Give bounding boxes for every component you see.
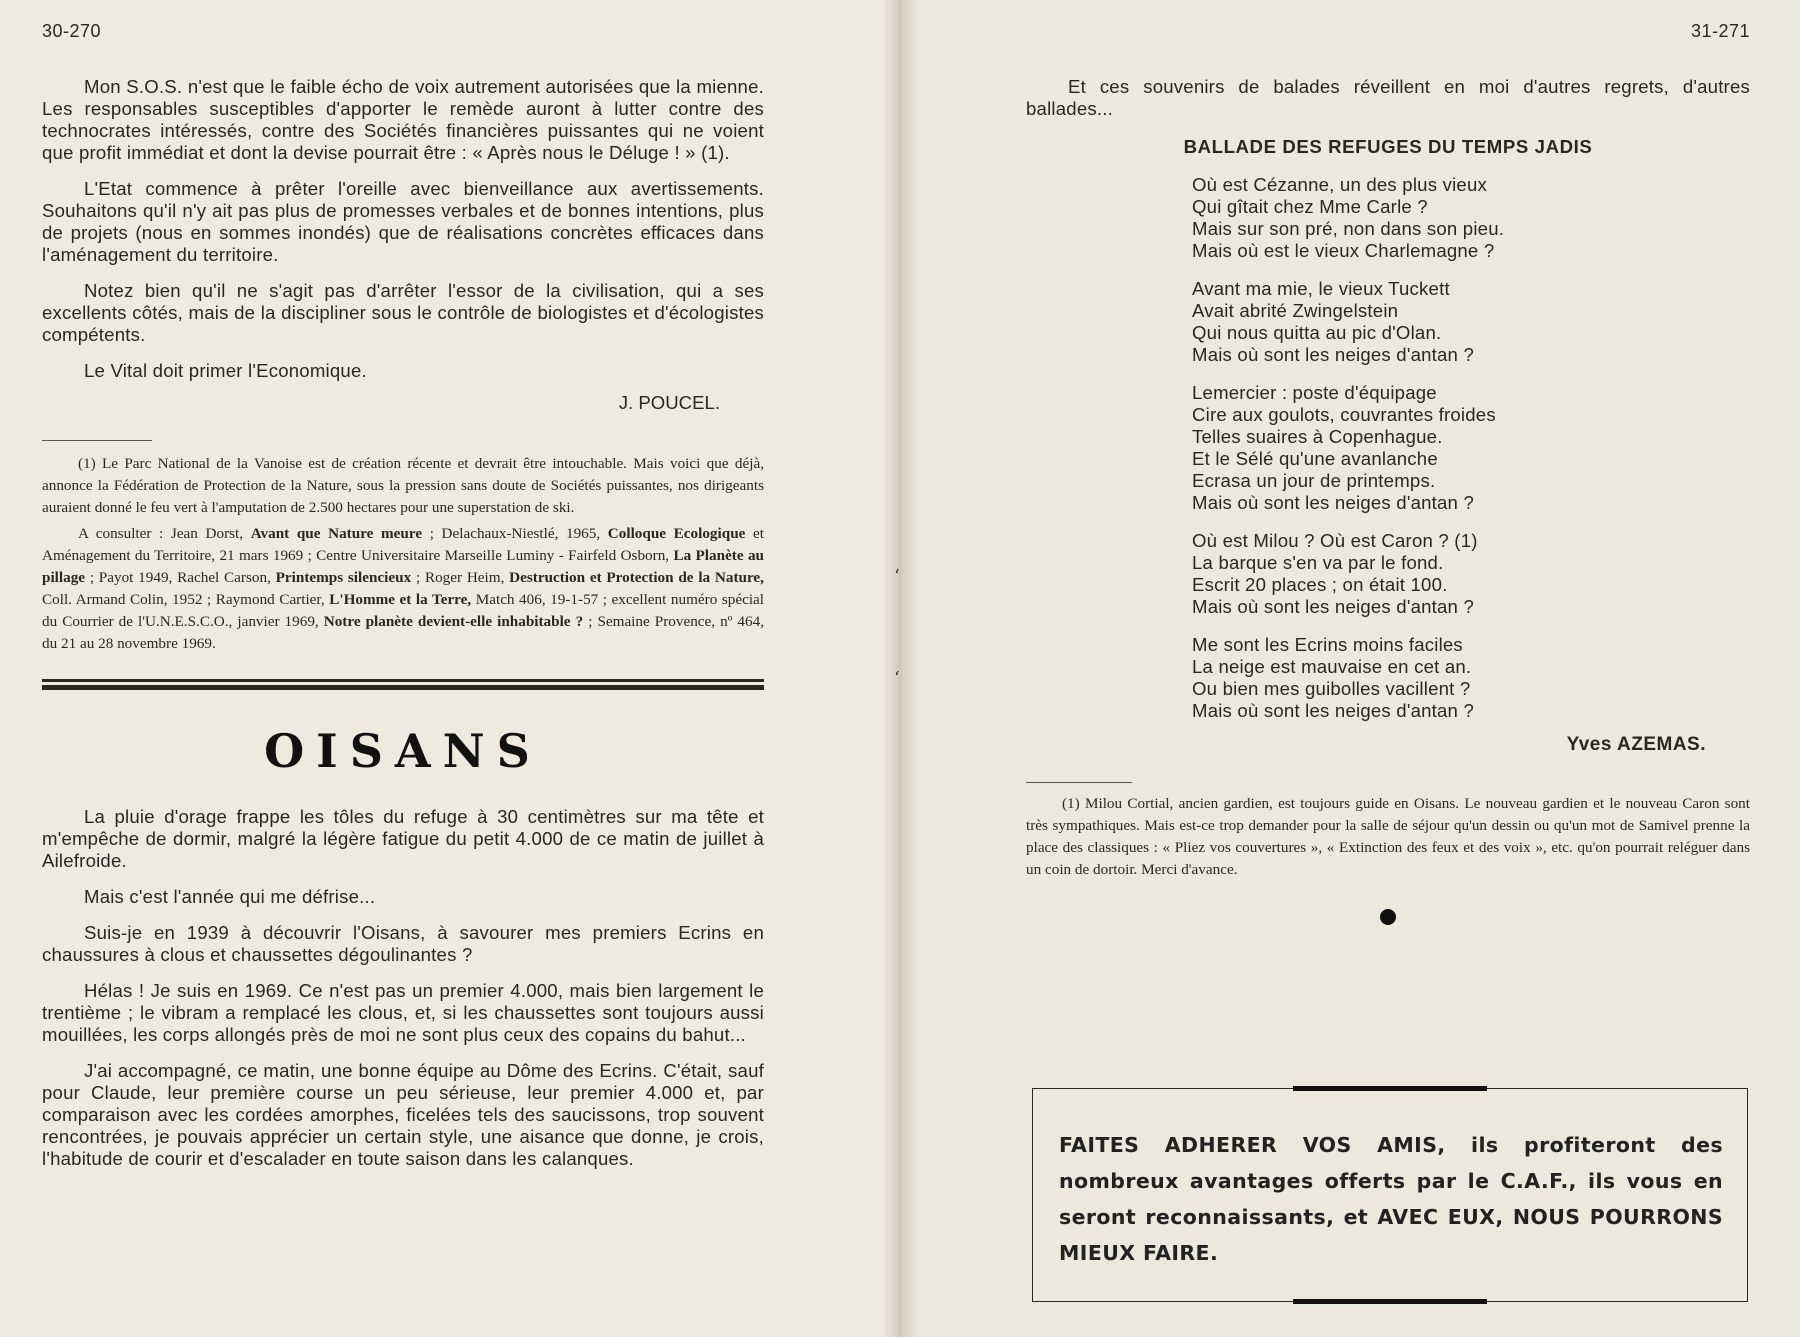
- promo-text: FAITES ADHERER VOS AMIS, ils profiteront des nombreux avantages offerts par le C.A.F., ils vous en seront reconnaissants, et AVEC EUX, NOUS POURRONS MIEUX FAIRE.: [1059, 1133, 1723, 1265]
- poem-stanza: Lemercier : poste d'équipage Cire aux goulots, couvrantes froides Telles suaires à Copenhague. Et le Sélé qu'une avanlanche Ecrasa un jour de printemps. Mais où sont les neiges d'antan ?: [1192, 382, 1496, 513]
- section-title: OISANS: [264, 724, 542, 778]
- poem-signature: Yves AZEMAS.: [1566, 734, 1706, 755]
- paragraph: Mon S.O.S. n'est que le faible écho de voix autrement autorisées que la mienne. Les responsables susceptibles d'apporter le remède auront à lutter contre des technocrates intéressés, contre des Sociétés financières puissantes qui ne voient que profit immédiat et dont la devise pourrait être : « Après nous le Déluge ! » (1).: [42, 76, 764, 163]
- binding-mark-icon: ʻ: [894, 668, 900, 689]
- footnote-separator: [1026, 782, 1132, 783]
- paragraph: Mais c'est l'année qui me défrise...: [84, 886, 376, 907]
- promo-top-bar: [1293, 1086, 1487, 1091]
- intro-paragraph: Et ces souvenirs de balades réveillent en moi d'autres regrets, d'autres ballades...: [1026, 76, 1750, 119]
- paragraph: Notez bien qu'il ne s'agit pas d'arrêter l'essor de la civilisation, qui a ses excellents côtés, mais de la discipliner sous le contrôle de biologistes et d'écologistes compétents.: [42, 280, 764, 345]
- paragraph: J'ai accompagné, ce matin, une bonne équipe au Dôme des Ecrins. C'était, sauf pour Claude, leur première course un peu sérieuse, leur premier 4.000 et, par comparaison avec les cordées amorphes, ficelées tels des saucissons, trop souvent rencontrées, je pouvais apprécier un certain style, une aisance que donne, je crois, l'habitude de courir et d'escalader en toute saison dans les calanques.: [42, 1060, 764, 1169]
- right-column: [1026, 76, 1750, 925]
- left-column: [42, 76, 764, 1184]
- promo-box: [1032, 1088, 1748, 1302]
- poem-stanza: Où est Milou ? Où est Caron ? (1) La barque s'en va par le fond. Escrit 20 places ; on était 100. Mais où sont les neiges d'antan ?: [1192, 530, 1478, 617]
- poem-stanza: Me sont les Ecrins moins faciles La neige est mauvaise en cet an. Ou bien mes guibolles vacillent ? Mais où sont les neiges d'antan ?: [1192, 634, 1475, 721]
- binding-mark-icon: ʻ: [894, 566, 900, 587]
- poem-stanza: Où est Cézanne, un des plus vieux Qui gîtait chez Mme Carle ? Mais sur son pré, non dans son pieu. Mais où est le vieux Charlemagne ?: [1192, 174, 1505, 261]
- paragraph: La pluie d'orage frappe les tôles du refuge à 30 centimètres sur ma tête et m'empêche de dormir, malgré la légère fatigue du petit 4.000 de ce matin de juillet à Ailefroide.: [42, 806, 764, 871]
- poem-stanza: Avant ma mie, le vieux Tuckett Avait abrité Zwingelstein Qui nous quitta au pic d'Olan. Mais où sont les neiges d'antan ?: [1192, 278, 1475, 365]
- right-page-number: 31-271: [1690, 21, 1750, 41]
- left-page-number: 30-270: [42, 21, 102, 41]
- references-note: A consulter : Jean Dorst, Avant que Nature meure ; Delachaux-Niestlé, 1965, Colloque Ecologique et Aménagement du Territoire, 21 mars 1969 ; Centre Universitaire Marseille Luminy - Fairfeld Osborn, La Planète au pillage ; Payot 1949, Rachel Carson, Printemps silencieux ; Roger Heim, Destruction et Protection de la Nature, Coll. Armand Colin, 1952 ; Raymond Cartier, L'Homme et la Terre, Match 406, 19-1-57 ; excellent numéro spécial du Courrier de l'U.N.E.S.C.O., janvier 1969, Notre planète devient-elle inhabitable ? ; Semaine Provence, nº 464, du 21 au 28 novembre 1969.: [42, 525, 764, 652]
- author-signature: J. POUCEL.: [618, 392, 720, 413]
- paragraph: Suis-je en 1939 à découvrir l'Oisans, à savourer mes premiers Ecrins en chaussures à clous et chaussettes dégoulinantes ?: [42, 922, 764, 965]
- bullet-dot-icon: [1380, 909, 1396, 925]
- poem-title: BALLADE DES REFUGES DU TEMPS JADIS: [1183, 136, 1593, 157]
- book-gutter: [882, 0, 918, 1337]
- footnote-separator: [42, 440, 152, 441]
- paragraph: Le Vital doit primer l'Economique.: [84, 360, 367, 381]
- right-page: [900, 0, 1800, 1337]
- promo-bottom-bar: [1293, 1299, 1487, 1304]
- paragraph: Hélas ! Je suis en 1969. Ce n'est pas un premier 4.000, mais bien largement le trentième ; le vibram a remplacé les clous, et, si les chaussettes sont toujours aussi mouillées, les corps allongés près de moi ne sont plus ceux des copains du bahut...: [42, 980, 764, 1045]
- section-divider: [42, 679, 764, 690]
- footnote: (1) Le Parc National de la Vanoise est de création récente et devrait être intouchable. Mais voici que déjà, annonce la Fédération de Protection de la Nature, sous la pression sans doute de Sociétés puissantes, nos dirigeants auraient donné le feu vert à l'amputation de 2.500 hectares pour une superstation de ski.: [42, 455, 764, 516]
- footnote: (1) Milou Cortial, ancien gardien, est toujours guide en Oisans. Le nouveau gardien et le nouveau Caron sont très sympathiques. Mais est-ce trop demander pour la salle de séjour qu'un dessin ou qu'un mot de Samivel prenne la place des classiques : « Pliez vos couvertures », « Extinction des feux et des voix », etc. qu'on pourrait reléguer dans un coin de dortoir. Merci d'avance.: [1026, 795, 1750, 878]
- paragraph: L'Etat commence à prêter l'oreille avec bienveillance aux avertissements. Souhaitons qu'il n'y ait pas plus de promesses verbales et de bonnes intentions, plus de projets (nous en sommes inondés) que de réalisations concrètes efficaces dans l'aménagement du territoire.: [42, 178, 764, 265]
